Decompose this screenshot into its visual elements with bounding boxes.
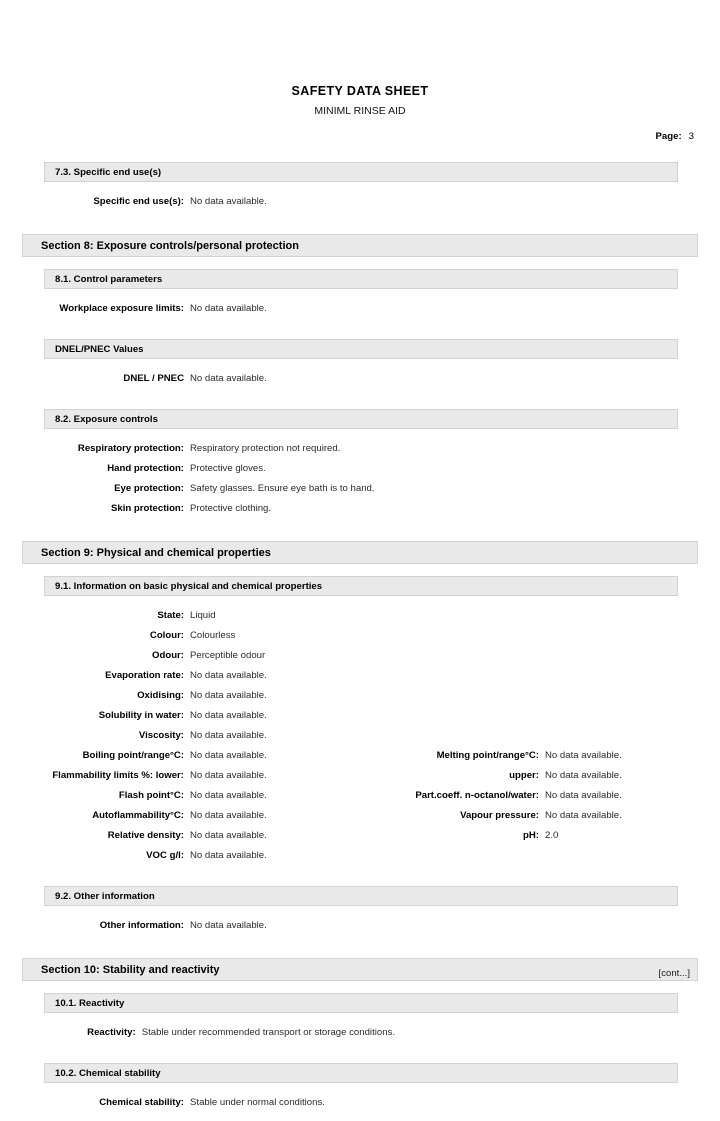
- page-title: SAFETY DATA SHEET: [291, 84, 429, 98]
- property-label: Relative density:: [107, 830, 184, 841]
- spacer: [0, 1013, 720, 1023]
- spacer: [0, 527, 720, 541]
- spacer: [0, 1043, 720, 1051]
- property-cell: [395, 766, 720, 786]
- property-row: [0, 706, 720, 726]
- property-cell: [0, 686, 395, 706]
- property-value: Liquid: [190, 610, 216, 621]
- property-value: 2.0: [545, 830, 559, 841]
- spacer: [0, 906, 720, 916]
- section-heading-bar: Section 8: Exposure controls/personal protection: [22, 234, 698, 257]
- property-row: [0, 1023, 720, 1043]
- section-heading-bar: Section 10: Stability and reactivity: [22, 958, 698, 981]
- spacer: [0, 182, 720, 192]
- subsection-heading-bar: 10.1. Reactivity: [44, 993, 678, 1013]
- property-cell: [0, 646, 395, 666]
- product-name: MINIML RINSE AID: [314, 105, 406, 117]
- property-value: No data available.: [190, 750, 267, 761]
- property-value: No data available.: [190, 770, 267, 781]
- property-label: Workplace exposure limits:: [59, 303, 184, 314]
- property-label: Chemical stability:: [99, 1097, 184, 1108]
- property-cell: [0, 369, 395, 389]
- spacer: [0, 212, 720, 220]
- property-value: No data available.: [190, 790, 267, 801]
- spacer: [0, 359, 720, 369]
- property-label: pH:: [523, 830, 539, 841]
- property-value: Stable under normal conditions.: [190, 1097, 325, 1108]
- spacer: [0, 389, 720, 397]
- property-row: [0, 766, 720, 786]
- property-list: [0, 606, 720, 866]
- property-value: No data available.: [545, 770, 622, 781]
- property-label: Reactivity:: [87, 1027, 136, 1038]
- property-value: Protective clothing.: [190, 503, 272, 514]
- property-label: Oxidising:: [137, 690, 184, 701]
- property-cell: [0, 1023, 395, 1043]
- property-label: Flammability limits %: lower:: [52, 770, 184, 781]
- property-value: No data available.: [190, 830, 267, 841]
- property-label: Boiling point/range°C:: [82, 750, 184, 761]
- subsection-heading-bar: DNEL/PNEC Values: [44, 339, 678, 359]
- spacer: [0, 289, 720, 299]
- property-value: No data available.: [545, 790, 622, 801]
- subsection-heading-bar: 8.1. Control parameters: [44, 269, 678, 289]
- spacer: [0, 866, 720, 874]
- property-list: [0, 192, 720, 212]
- property-value: No data available.: [190, 196, 267, 207]
- property-cell: [395, 786, 720, 806]
- property-label: Vapour pressure:: [460, 810, 539, 821]
- spacer: [0, 519, 720, 527]
- property-cell: [0, 916, 395, 936]
- property-row: [0, 826, 720, 846]
- property-label: Respiratory protection:: [77, 443, 184, 454]
- property-row: [0, 646, 720, 666]
- spacer: [0, 981, 720, 993]
- property-label: Eye protection:: [114, 483, 184, 494]
- property-row: [0, 369, 720, 389]
- property-value: Stable under recommended transport or storage conditions.: [141, 1027, 395, 1038]
- spacer: [0, 944, 720, 958]
- sds-content: [0, 150, 720, 1121]
- spacer: [0, 564, 720, 576]
- spacer: [0, 1051, 720, 1063]
- property-row: [0, 192, 720, 212]
- property-value: No data available.: [190, 690, 267, 701]
- property-row: [0, 499, 720, 519]
- property-list: [0, 916, 720, 936]
- property-row: [0, 686, 720, 706]
- property-label: Flash point°C:: [118, 790, 184, 801]
- property-value: No data available.: [545, 750, 622, 761]
- property-cell: [0, 1093, 395, 1113]
- continuation-marker: [cont...]: [658, 968, 690, 979]
- property-value: No data available.: [190, 850, 267, 861]
- property-row: [0, 846, 720, 866]
- subsection-heading-bar: 8.2. Exposure controls: [44, 409, 678, 429]
- property-value: Perceptible odour: [190, 650, 266, 661]
- property-list: [0, 439, 720, 519]
- property-list: [0, 299, 720, 319]
- property-list: [0, 369, 720, 389]
- property-row: [0, 479, 720, 499]
- document-header: [0, 0, 720, 118]
- property-label: Viscosity:: [138, 730, 184, 741]
- spacer: [0, 1113, 720, 1121]
- property-cell: [0, 726, 395, 746]
- property-value: No data available.: [190, 303, 267, 314]
- property-cell: [395, 826, 720, 846]
- property-value: Colourless: [190, 630, 236, 641]
- property-cell: [0, 439, 395, 459]
- property-value: Respiratory protection not required.: [190, 443, 341, 454]
- page-number-value: 3: [688, 131, 694, 142]
- spacer: [0, 596, 720, 606]
- property-cell: [395, 746, 720, 766]
- property-row: [0, 916, 720, 936]
- property-label: Hand protection:: [107, 463, 184, 474]
- property-list: [0, 1023, 720, 1043]
- property-cell: [0, 806, 395, 826]
- property-label: Part.coeff. n-octanol/water:: [415, 790, 539, 801]
- subsection-heading-bar: 9.2. Other information: [44, 886, 678, 906]
- property-list: [0, 1093, 720, 1113]
- property-label: Melting point/range°C:: [436, 750, 539, 761]
- page-number-line: [0, 131, 720, 142]
- property-label: Other information:: [99, 920, 184, 931]
- property-value: No data available.: [190, 920, 267, 931]
- property-cell: [0, 499, 395, 519]
- spacer: [0, 327, 720, 339]
- property-row: [0, 626, 720, 646]
- property-value: No data available.: [190, 730, 267, 741]
- spacer: [0, 150, 720, 162]
- subsection-heading-bar: 10.2. Chemical stability: [44, 1063, 678, 1083]
- spacer: [0, 936, 720, 944]
- property-cell: [0, 459, 395, 479]
- property-row: [0, 786, 720, 806]
- property-value: No data available.: [190, 670, 267, 681]
- spacer: [0, 257, 720, 269]
- property-label: Autoflammability°C:: [92, 810, 184, 821]
- property-label: Specific end use(s):: [93, 196, 184, 207]
- property-value: Protective gloves.: [190, 463, 266, 474]
- property-label: Colour:: [149, 630, 184, 641]
- property-row: [0, 459, 720, 479]
- property-cell: [0, 746, 395, 766]
- property-row: [0, 606, 720, 626]
- property-row: [0, 746, 720, 766]
- property-row: [0, 726, 720, 746]
- property-label: VOC g/l:: [146, 850, 184, 861]
- property-label: State:: [157, 610, 184, 621]
- property-value: No data available.: [190, 810, 267, 821]
- property-label: upper:: [509, 770, 539, 781]
- property-label: Skin protection:: [110, 503, 184, 514]
- property-label: Odour:: [152, 650, 184, 661]
- spacer: [0, 874, 720, 886]
- spacer: [0, 220, 720, 234]
- property-cell: [0, 299, 395, 319]
- property-label: Solubility in water:: [98, 710, 184, 721]
- spacer: [0, 429, 720, 439]
- property-label: DNEL / PNEC: [123, 373, 184, 384]
- property-cell: [0, 826, 395, 846]
- property-row: [0, 666, 720, 686]
- subsection-heading-bar: 7.3. Specific end use(s): [44, 162, 678, 182]
- subsection-heading-bar: 9.1. Information on basic physical and chemical properties: [44, 576, 678, 596]
- property-value: Safety glasses. Ensure eye bath is to hand.: [190, 483, 375, 494]
- property-value: No data available.: [545, 810, 622, 821]
- property-cell: [0, 766, 395, 786]
- property-value: No data available.: [190, 373, 267, 384]
- spacer: [0, 319, 720, 327]
- section-heading-bar: Section 9: Physical and chemical properties: [22, 541, 698, 564]
- property-row: [0, 439, 720, 459]
- property-cell: [0, 606, 395, 626]
- property-cell: [0, 706, 395, 726]
- property-label: Evaporation rate:: [105, 670, 184, 681]
- page-number-label: Page:: [655, 131, 682, 142]
- property-value: No data available.: [190, 710, 267, 721]
- spacer: [0, 397, 720, 409]
- property-cell: [0, 786, 395, 806]
- property-cell: [0, 192, 395, 212]
- property-cell: [0, 846, 395, 866]
- property-cell: [0, 479, 395, 499]
- property-cell: [395, 806, 720, 826]
- property-cell: [0, 626, 395, 646]
- property-cell: [0, 666, 395, 686]
- property-row: [0, 806, 720, 826]
- property-row: [0, 1093, 720, 1113]
- property-row: [0, 299, 720, 319]
- spacer: [0, 1083, 720, 1093]
